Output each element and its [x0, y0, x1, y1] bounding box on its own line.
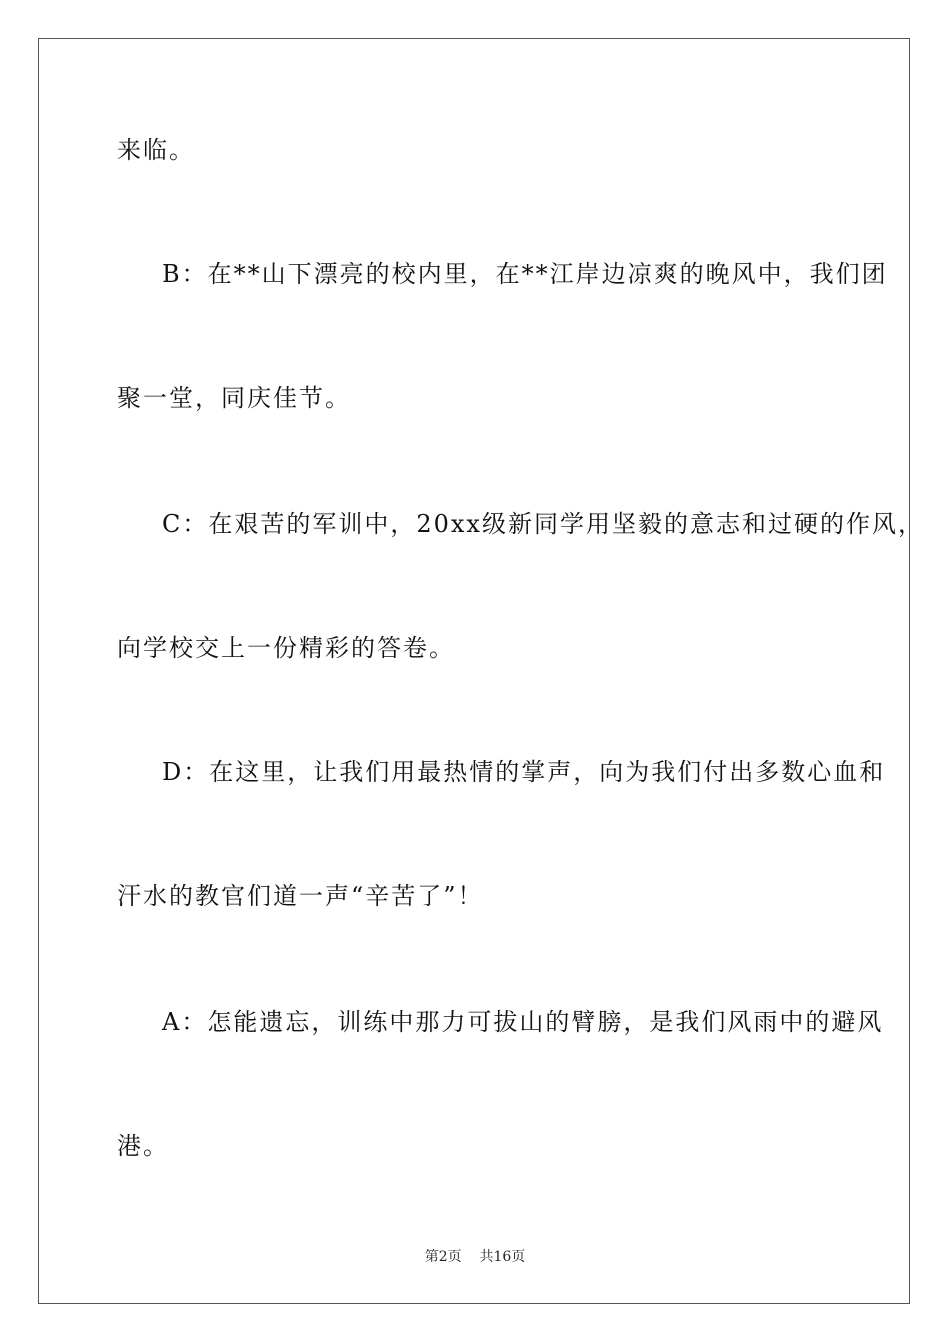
text-line-6: D：在这里，让我们用最热情的掌声，向为我们付出多数心血和 — [162, 758, 886, 786]
page-frame — [38, 38, 910, 1304]
text-line-1: 来临。 — [117, 136, 195, 164]
text-line-9: 港。 — [117, 1132, 169, 1160]
page-footer — [0, 1248, 950, 1266]
text-line-3: 聚一堂，同庆佳节。 — [117, 384, 351, 412]
text-line-7: 汗水的教官们道一声“辛苦了”！ — [117, 882, 484, 910]
text-line-2: B：在**山下漂亮的校内里，在**江岸边凉爽的晚风中，我们团 — [162, 260, 888, 288]
text-line-5: 向学校交上一份精彩的答卷。 — [117, 634, 455, 662]
text-line-8: A：怎能遗忘，训练中那力可拔山的臂膀，是我们风雨中的避风 — [162, 1008, 884, 1036]
text-line-4: C：在艰苦的军训中，20xx级新同学用坚毅的意志和过硬的作风， — [162, 510, 924, 538]
page-number: 第2页 — [424, 1249, 462, 1265]
total-pages: 共16页 — [479, 1249, 526, 1265]
